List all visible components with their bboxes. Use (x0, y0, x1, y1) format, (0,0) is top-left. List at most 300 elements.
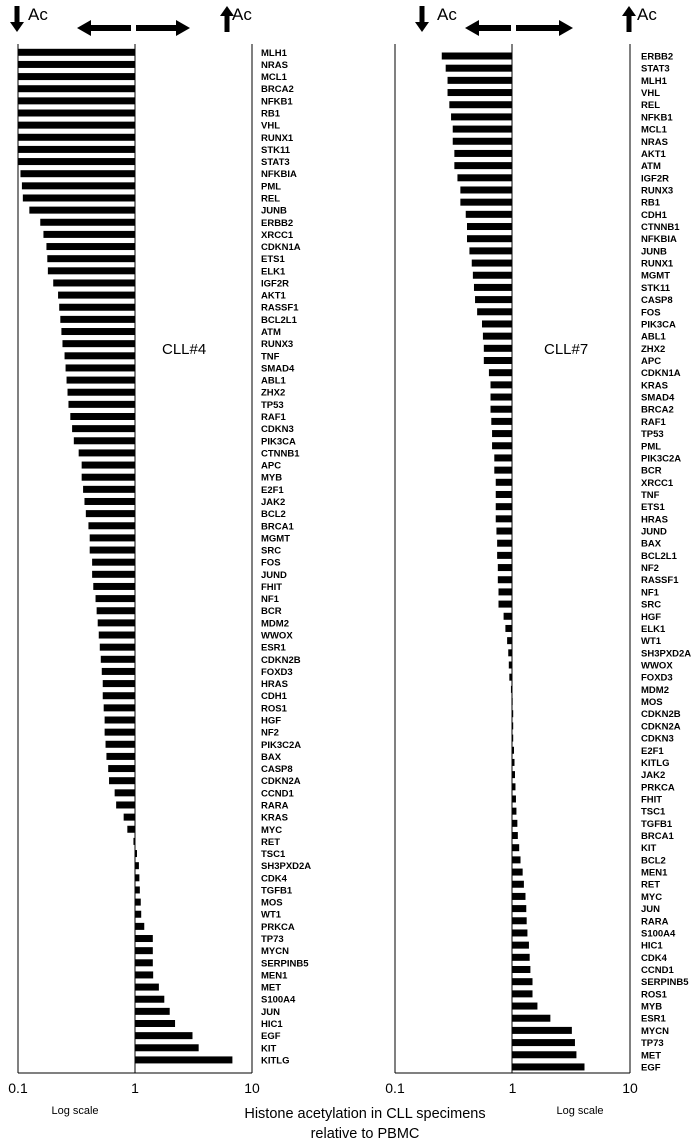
bar-hras (496, 515, 512, 522)
gene-label-kitlg: KITLG (261, 1055, 290, 1067)
bar-bcl2l1 (497, 552, 512, 559)
gene-label-cdkn2a: CDKN2A (261, 776, 301, 788)
bar-erbb2 (442, 53, 512, 60)
bar-raf1 (70, 413, 135, 420)
bar-nras (18, 61, 135, 68)
bar-ros1 (104, 704, 135, 711)
gene-label-wwox: WWOX (641, 660, 673, 672)
gene-label-mos: MOS (261, 897, 283, 909)
gene-label-raf1: RAF1 (261, 412, 286, 423)
bar-fos (477, 308, 512, 315)
bar-ets1 (496, 503, 512, 510)
gene-label-tp53: TP53 (261, 399, 284, 411)
bar-jak2 (512, 771, 515, 778)
bar-cdkn1a (46, 243, 135, 250)
gene-label-jun: JUN (261, 1006, 281, 1018)
gene-label-cdk4: CDK4 (641, 952, 667, 964)
bar-egf (512, 1063, 585, 1070)
gene-label-stk11: STK11 (261, 144, 291, 156)
bar-src (90, 547, 135, 554)
down-arrow-icon (415, 6, 429, 32)
bar-bcl2 (86, 510, 135, 517)
gene-label-rb1: RB1 (641, 197, 661, 209)
panel-2-bars (442, 53, 585, 1071)
bar-kitlg (512, 759, 515, 766)
gene-label-cdk4: CDK4 (261, 873, 287, 885)
gene-label-ets1: ETS1 (641, 502, 665, 514)
gene-label-prkca: PRKCA (261, 921, 295, 933)
gene-label-mcl1: MCL1 (641, 124, 667, 136)
gene-label-mcl1: MCL1 (261, 72, 287, 84)
bar-elk1 (505, 625, 512, 632)
bar-pik3c2a (106, 741, 135, 748)
gene-label-esr1: ESR1 (261, 642, 286, 654)
gene-label-pik3ca: PIK3CA (261, 436, 296, 448)
gene-label-tsc1: TSC1 (261, 849, 286, 861)
gene-label-prkca: PRKCA (641, 782, 675, 794)
gene-label-hras: HRAS (641, 514, 668, 526)
gene-label-cdkn1a: CDKN1A (261, 242, 301, 254)
panel-1-specimen-label: CLL#4 (162, 341, 207, 358)
gene-label-stk11: STK11 (641, 282, 671, 294)
gene-label-bcl2: BCL2 (641, 855, 666, 867)
gene-label-egf: EGF (261, 1031, 281, 1043)
bar-serpinb5 (512, 978, 533, 985)
bar-cdkn3 (72, 425, 135, 432)
gene-label-igf2r: IGF2R (641, 173, 669, 185)
x-tick-label: 1 (131, 1080, 139, 1096)
gene-label-hic1: HIC1 (641, 940, 663, 952)
gene-label-mdm2: MDM2 (261, 618, 289, 630)
bar-myb (82, 474, 135, 481)
bar-mgmt (473, 272, 512, 279)
bar-stk11 (474, 284, 512, 291)
gene-label-casp8: CASP8 (641, 295, 673, 307)
gene-label-zhx2: ZHX2 (261, 387, 286, 399)
bar-pik3c2a (494, 454, 512, 461)
x-axis-title-line-2: relative to PBMC (310, 1126, 420, 1142)
gene-label-rb1: RB1 (261, 108, 281, 120)
gene-label-ctnnb1: CTNNB1 (261, 448, 300, 460)
gene-label-bcl2l1: BCL2L1 (641, 550, 677, 562)
gene-label-fos: FOS (641, 307, 661, 319)
bar-bax (497, 540, 512, 547)
bar-jund (496, 528, 512, 535)
bar-nf2 (105, 729, 135, 736)
bar-nras (453, 138, 512, 145)
gene-label-pml: PML (641, 441, 662, 453)
gene-label-fhit: FHIT (641, 794, 663, 806)
gene-label-mos: MOS (641, 697, 663, 709)
bar-casp8 (108, 765, 135, 772)
bar-runx1 (18, 134, 135, 141)
bar-apc (82, 462, 135, 469)
panel-2-tick-labels (385, 1080, 638, 1096)
bar-pik3ca (482, 320, 512, 327)
gene-label-men1: MEN1 (641, 867, 668, 879)
x-tick-label: 10 (244, 1080, 260, 1096)
panel-2-gene-labels (641, 52, 691, 1074)
bar-myc (512, 893, 525, 900)
bar-kit (135, 1044, 199, 1051)
bar-mycn (135, 947, 153, 954)
gene-label-ets1: ETS1 (261, 254, 285, 266)
gene-label-pml: PML (261, 181, 282, 193)
bar-hic1 (135, 1020, 175, 1027)
bar-mgmt (90, 534, 135, 541)
gene-label-tgfb1: TGFB1 (641, 818, 673, 830)
gene-label-jak2: JAK2 (261, 496, 286, 508)
down-arrow-icon (10, 6, 24, 32)
gene-label-myc: MYC (641, 891, 663, 903)
x-tick-label: 1 (508, 1080, 517, 1096)
bar-pml (22, 182, 135, 189)
bar-bcr (97, 607, 135, 614)
bar-kit (512, 844, 519, 851)
gene-label-xrcc1: XRCC1 (641, 477, 674, 489)
panel-1-gene-labels (261, 48, 311, 1067)
bar-hgf (105, 717, 135, 724)
gene-label-cdkn2a: CDKN2A (641, 721, 681, 733)
gene-label-cdkn2b: CDKN2B (261, 654, 301, 666)
gene-label-myb: MYB (261, 472, 283, 484)
gene-label-jund: JUND (261, 569, 287, 581)
bar-erbb2 (40, 219, 135, 226)
gene-label-cdh1: CDH1 (261, 691, 287, 703)
bar-s100a4 (512, 929, 527, 936)
gene-label-fhit: FHIT (261, 581, 283, 593)
bar-tnf (65, 352, 135, 359)
bar-rel (449, 101, 512, 108)
gene-label-tnf: TNF (641, 489, 660, 501)
gene-label-vhl: VHL (261, 120, 280, 132)
gene-label-atm: ATM (641, 161, 661, 173)
gene-label-zhx2: ZHX2 (641, 343, 666, 355)
gene-label-bcr: BCR (261, 606, 282, 618)
gene-label-rara: RARA (261, 800, 289, 812)
bar-bcl2 (512, 856, 521, 863)
gene-label-junb: JUNB (261, 205, 287, 217)
gene-label-runx1: RUNX1 (261, 132, 294, 144)
gene-label-tsc1: TSC1 (641, 806, 666, 818)
bar-mcl1 (18, 73, 135, 80)
bar-casp8 (475, 296, 512, 303)
gene-label-pik3c2a: PIK3C2A (261, 739, 302, 751)
bar-hras (103, 680, 135, 687)
bar-jak2 (84, 498, 135, 505)
gene-label-nf2: NF2 (261, 727, 279, 739)
gene-label-esr1: ESR1 (641, 1013, 666, 1025)
bar-tnf (496, 491, 512, 498)
bar-tgfb1 (135, 886, 140, 893)
bar-rassf1 (498, 576, 512, 583)
gene-label-bcl2l1: BCL2L1 (261, 314, 297, 326)
bar-jun (135, 1008, 170, 1015)
bar-ret (133, 838, 135, 845)
bar-nfkb1 (18, 97, 135, 104)
gene-label-mdm2: MDM2 (641, 684, 669, 696)
gene-label-nras: NRAS (641, 136, 668, 148)
bar-nfkb1 (451, 113, 512, 120)
gene-label-cdkn3: CDKN3 (641, 733, 674, 745)
bar-runx3 (62, 340, 135, 347)
gene-label-myc: MYC (261, 824, 283, 836)
bar-sh3pxd2a (508, 649, 512, 656)
gene-label-igf2r: IGF2R (261, 278, 289, 290)
x-tick-label: 0.1 (8, 1080, 28, 1096)
bar-abl1 (483, 333, 512, 340)
gene-label-nfkb1: NFKB1 (641, 112, 673, 124)
bar-junb (29, 207, 135, 214)
gene-label-vhl: VHL (641, 88, 660, 100)
gene-label-s100a4: S100A4 (261, 994, 296, 1006)
gene-label-tp53: TP53 (641, 429, 664, 441)
bar-foxd3 (509, 674, 512, 681)
bar-esr1 (100, 644, 135, 651)
gene-label-serpinb5: SERPINB5 (641, 977, 689, 989)
bar-vhl (448, 89, 512, 96)
gene-label-kras: KRAS (641, 380, 668, 392)
gene-label-runx3: RUNX3 (261, 339, 294, 351)
panel-2-log-scale-label: Log scale (556, 1105, 604, 1117)
gene-label-sh3pxd2a: SH3PXD2A (641, 648, 692, 660)
gene-label-brca2: BRCA2 (641, 404, 674, 416)
gene-label-apc: APC (261, 460, 282, 472)
bar-stat3 (446, 65, 512, 72)
bar-wt1 (135, 911, 141, 918)
bar-rassf1 (59, 304, 135, 311)
up-arrow-icon (622, 6, 636, 32)
bar-atm (454, 162, 512, 169)
gene-label-ccnd1: CCND1 (261, 788, 294, 800)
bar-nf2 (498, 564, 512, 571)
bar-bcr (494, 467, 512, 474)
bar-met (135, 984, 159, 991)
bar-igf2r (457, 174, 512, 181)
bar-cdkn2a (512, 722, 513, 729)
bar-hic1 (512, 942, 529, 949)
gene-label-rel: REL (261, 193, 280, 205)
gene-label-raf1: RAF1 (641, 416, 666, 428)
bar-runx1 (472, 260, 512, 267)
gene-label-bcr: BCR (641, 465, 662, 477)
bar-vhl (18, 122, 135, 129)
bar-ros1 (512, 990, 533, 997)
bar-men1 (135, 971, 153, 978)
gene-label-src: SRC (261, 545, 282, 557)
bar-brca2 (18, 85, 135, 92)
gene-label-xrcc1: XRCC1 (261, 229, 294, 241)
gene-label-e2f1: E2F1 (641, 745, 664, 757)
gene-label-wt1: WT1 (261, 909, 282, 921)
bar-cdkn2a (109, 777, 135, 784)
bar-akt1 (58, 292, 135, 299)
gene-label-ctnnb1: CTNNB1 (641, 222, 680, 234)
gene-label-brca1: BRCA1 (261, 521, 294, 533)
bar-tgfb1 (512, 820, 517, 827)
gene-label-rel: REL (641, 100, 660, 112)
gene-label-abl1: ABL1 (641, 331, 666, 343)
gene-label-abl1: ABL1 (261, 375, 286, 387)
bar-cdk4 (135, 874, 139, 881)
bar-xrcc1 (43, 231, 135, 238)
bar-tp53 (492, 430, 512, 437)
gene-label-tnf: TNF (261, 351, 280, 363)
bar-wwox (509, 662, 512, 669)
panel-1-bars (18, 49, 232, 1064)
bar-sh3pxd2a (135, 862, 139, 869)
gene-label-rara: RARA (641, 916, 669, 928)
gene-label-jak2: JAK2 (641, 770, 666, 782)
gene-label-kit: KIT (261, 1043, 277, 1055)
gene-label-ccnd1: CCND1 (641, 965, 674, 976)
bar-ccnd1 (115, 789, 135, 796)
gene-label-mgmt: MGMT (261, 533, 291, 545)
bar-fos (92, 559, 135, 566)
gene-label-cdkn3: CDKN3 (261, 424, 294, 436)
bar-mlh1 (448, 77, 512, 84)
bar-cdkn1a (489, 369, 512, 376)
panel-1-tick-labels (8, 1080, 260, 1096)
bar-ctnnb1 (79, 449, 135, 456)
bar-tp73 (512, 1039, 575, 1046)
gene-label-ret: RET (641, 879, 660, 891)
gene-label-smad4: SMAD4 (261, 363, 295, 375)
gene-label-src: SRC (641, 599, 662, 611)
bar-kitlg (135, 1056, 232, 1063)
gene-label-cdh1: CDH1 (641, 209, 667, 221)
bar-atm (61, 328, 135, 335)
bar-zhx2 (68, 389, 135, 396)
bar-elk1 (48, 267, 135, 274)
gene-label-fos: FOS (261, 557, 281, 569)
increased-acetylation-label: Ac (637, 5, 657, 24)
bar-esr1 (512, 1015, 550, 1022)
double-headed-arrow-icon (465, 20, 573, 36)
bar-myc (127, 826, 135, 833)
bar-stk11 (18, 146, 135, 153)
bar-prkca (512, 783, 515, 790)
bar-mdm2 (98, 619, 135, 626)
gene-label-bax: BAX (261, 751, 282, 763)
gene-label-hras: HRAS (261, 679, 288, 691)
bar-serpinb5 (135, 959, 153, 966)
gene-label-mycn: MYCN (641, 1025, 669, 1037)
bar-rel (23, 194, 135, 201)
gene-label-jun: JUN (641, 904, 661, 916)
bar-jund (92, 571, 135, 578)
bar-egf (135, 1032, 192, 1039)
gene-label-cdkn2b: CDKN2B (641, 709, 681, 721)
gene-label-nfkb1: NFKB1 (261, 96, 293, 108)
bar-hgf (504, 613, 512, 620)
gene-label-foxd3: FOXD3 (261, 666, 293, 678)
gene-label-rassf1: RASSF1 (641, 575, 679, 587)
bar-nfkbia (20, 170, 135, 177)
gene-label-bax: BAX (641, 538, 662, 550)
bar-tsc1 (135, 850, 137, 857)
gene-label-akt1: AKT1 (261, 290, 286, 302)
bar-zhx2 (484, 345, 512, 352)
gene-label-hgf: HGF (641, 611, 662, 623)
bar-brca2 (491, 406, 512, 413)
bar-rara (116, 801, 135, 808)
x-tick-label: 10 (622, 1080, 638, 1096)
bar-met (512, 1051, 576, 1058)
bar-cdkn2b (512, 710, 513, 717)
bar-mdm2 (511, 686, 512, 693)
gene-label-brca2: BRCA2 (261, 84, 294, 96)
gene-label-wt1: WT1 (641, 636, 662, 648)
bar-runx3 (460, 186, 512, 193)
bar-wt1 (507, 637, 512, 644)
bar-stat3 (18, 158, 135, 165)
bar-myb (512, 1003, 537, 1010)
bar-tsc1 (512, 808, 516, 815)
gene-label-met: MET (641, 1050, 662, 1062)
bar-rara (512, 917, 527, 924)
bar-wwox (99, 632, 135, 639)
bar-mycn (512, 1027, 572, 1034)
bar-pik3ca (74, 437, 135, 444)
gene-label-ret: RET (261, 836, 280, 848)
bar-nfkbia (467, 235, 512, 242)
gene-label-sh3pxd2a: SH3PXD2A (261, 861, 312, 873)
gene-label-bcl2: BCL2 (261, 509, 286, 521)
bar-ccnd1 (512, 966, 530, 973)
gene-label-men1: MEN1 (261, 970, 288, 982)
bar-rb1 (18, 110, 135, 117)
bar-nf1 (96, 595, 135, 602)
gene-label-erbb2: ERBB2 (641, 51, 674, 63)
gene-label-foxd3: FOXD3 (641, 672, 673, 684)
gene-label-stat3: STAT3 (261, 157, 290, 169)
gene-label-tp73: TP73 (261, 934, 284, 946)
bar-e2f1 (512, 747, 514, 754)
bar-src (499, 601, 513, 608)
bar-brca1 (512, 832, 518, 839)
gene-label-runx3: RUNX3 (641, 185, 674, 197)
bar-bax (106, 753, 135, 760)
gene-label-hic1: HIC1 (261, 1019, 283, 1030)
bar-ets1 (47, 255, 135, 262)
bar-cdh1 (103, 692, 135, 699)
bar-akt1 (454, 150, 512, 157)
x-tick-label: 0.1 (385, 1080, 405, 1096)
panel-1-log-scale-label: Log scale (51, 1105, 99, 1117)
gene-label-e2f1: E2F1 (261, 484, 284, 496)
gene-label-s100a4: S100A4 (641, 928, 676, 940)
bar-tp73 (135, 935, 153, 942)
increased-acetylation-label: Ac (232, 5, 252, 24)
x-axis-title-line-1: Histone acetylation in CLL specimens (244, 1106, 486, 1122)
gene-label-elk1: ELK1 (261, 266, 286, 278)
bar-brca1 (88, 522, 135, 529)
bar-bcl2l1 (60, 316, 135, 323)
gene-label-mycn: MYCN (261, 946, 289, 958)
gene-label-cdkn1a: CDKN1A (641, 368, 681, 380)
gene-label-brca1: BRCA1 (641, 831, 674, 843)
gene-label-junb: JUNB (641, 246, 667, 258)
bar-cdh1 (466, 211, 512, 218)
gene-label-ros1: ROS1 (261, 703, 287, 715)
gene-label-smad4: SMAD4 (641, 392, 675, 404)
decreased-acetylation-label: Ac (437, 5, 457, 24)
gene-label-ros1: ROS1 (641, 989, 667, 1001)
bar-apc (484, 357, 512, 364)
bar-junb (469, 247, 512, 254)
bar-ret (512, 881, 524, 888)
